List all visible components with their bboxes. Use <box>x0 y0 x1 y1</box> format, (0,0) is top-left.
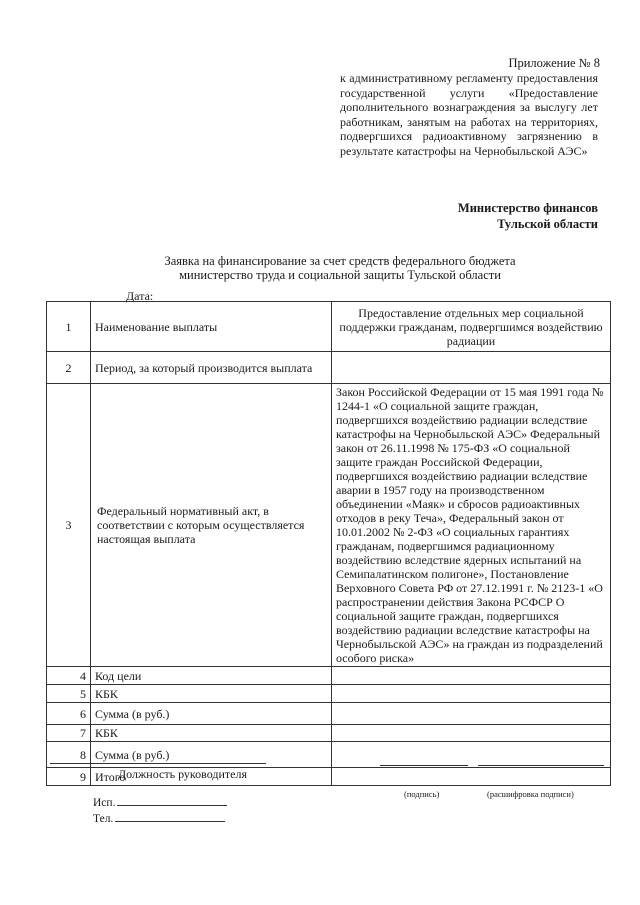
table-row <box>47 384 611 667</box>
row-label: Период, за который производится выплата <box>91 352 332 384</box>
row-number: 9 <box>47 768 91 786</box>
table-row <box>47 725 611 742</box>
addressee <box>420 200 598 232</box>
signature-decoding-line[interactable] <box>478 765 604 766</box>
row-value[interactable] <box>332 685 611 703</box>
row-label: Сумма (в руб.) <box>91 703 332 725</box>
row-number: 2 <box>47 352 91 384</box>
appendix-title: Приложение № 8 <box>508 56 600 70</box>
table-row <box>47 685 611 703</box>
row-number: 1 <box>47 302 91 352</box>
position-line <box>50 763 266 764</box>
signature-line[interactable] <box>380 765 468 766</box>
row-label: Итого <box>91 768 332 786</box>
row-value[interactable] <box>332 768 611 786</box>
executor-row <box>93 795 227 809</box>
row-label: Код цели <box>91 667 332 685</box>
row-number: 3 <box>47 384 91 667</box>
table-row <box>47 667 611 685</box>
request-title-line-1: Заявка на финансирование за счет средств федерального бюджета <box>164 254 516 268</box>
row-number: 7 <box>47 725 91 742</box>
row-number: 5 <box>47 685 91 703</box>
executor-label: Исп. <box>93 797 116 809</box>
signature-label: (подпись) <box>404 789 440 799</box>
signature-decoding-label: (расшифровка подписи) <box>487 789 574 799</box>
table-row <box>47 703 611 725</box>
row-label: Наименование выплаты <box>91 302 332 352</box>
request-title-line-2: министерство труда и социальной защиты Тульской области <box>179 268 501 282</box>
request-title <box>120 254 560 282</box>
row-label: Сумма (в руб.) <box>91 742 332 768</box>
date-label: Дата: <box>126 289 154 303</box>
row-value[interactable] <box>332 667 611 685</box>
row-value[interactable] <box>332 352 611 384</box>
position-label: Должность руководителя <box>118 767 247 781</box>
row-value[interactable] <box>332 742 611 768</box>
table-row <box>47 352 611 384</box>
addressee-line-2: Тульской области <box>497 217 598 231</box>
row-value-legal-acts[interactable]: Закон Российской Федерации от 15 мая 1991 года № 1244-1 «О социальной защите граждан, подвергшихся воздействию радиации вследствие катастрофы на Чернобыльской АЭС» Федеральный закон от 26.11.1998 № 175-ФЗ «О социальной защите граждан Российской Федерации, подвергшихся воздействию радиации вследствие аварии в 1957 году на производственном объединении «Маяк» и сбросов радиоактивных отходов в реку Теча», Федеральный закон от 10.01.2002 № 2-ФЗ «О социальных гарантиях гражданам, подвергшимся радиационному воздействию вследствие ядерных испытаний на Семипалатинском полигоне», Постановление Верховного Совета РФ от 27.12.1991 г. № 2123-1 «О распространении действия Закона РСФСР О социальной защите граждан, подвергшихся воздействию радиации вследствие катастрофы на Чернобыльской АЭС» на граждан из подразделений особого риска» <box>332 384 611 667</box>
row-label: КБК <box>91 685 332 703</box>
row-label: КБК <box>91 725 332 742</box>
executor-field[interactable] <box>117 795 227 806</box>
appendix-text: к административному регламенту предоставления государственной услуги «Предоставление дополнительного вознаграждения за выслугу лет работникам, занятым на работах на территориях, подвергшихся радиоактивному загрязнению в результате катастрофы на Чернобыльской АЭС» <box>340 71 598 158</box>
row-value[interactable] <box>332 725 611 742</box>
row-value[interactable]: Предоставление отдельных мер социальной поддержки гражданам, подвергшимся воздействию радиации <box>332 302 611 352</box>
row-number: 8 <box>47 742 91 768</box>
phone-row <box>93 811 225 825</box>
phone-label: Тел. <box>93 813 114 825</box>
addressee-line-1: Министерство финансов <box>457 201 598 215</box>
phone-field[interactable] <box>115 811 225 822</box>
row-label: Федеральный нормативный акт, в соответствии с которым осуществляется настоящая выплата <box>91 384 332 667</box>
request-form-table <box>46 301 611 786</box>
row-value[interactable] <box>332 703 611 725</box>
row-number: 4 <box>47 667 91 685</box>
table-row <box>47 302 611 352</box>
row-number: 6 <box>47 703 91 725</box>
